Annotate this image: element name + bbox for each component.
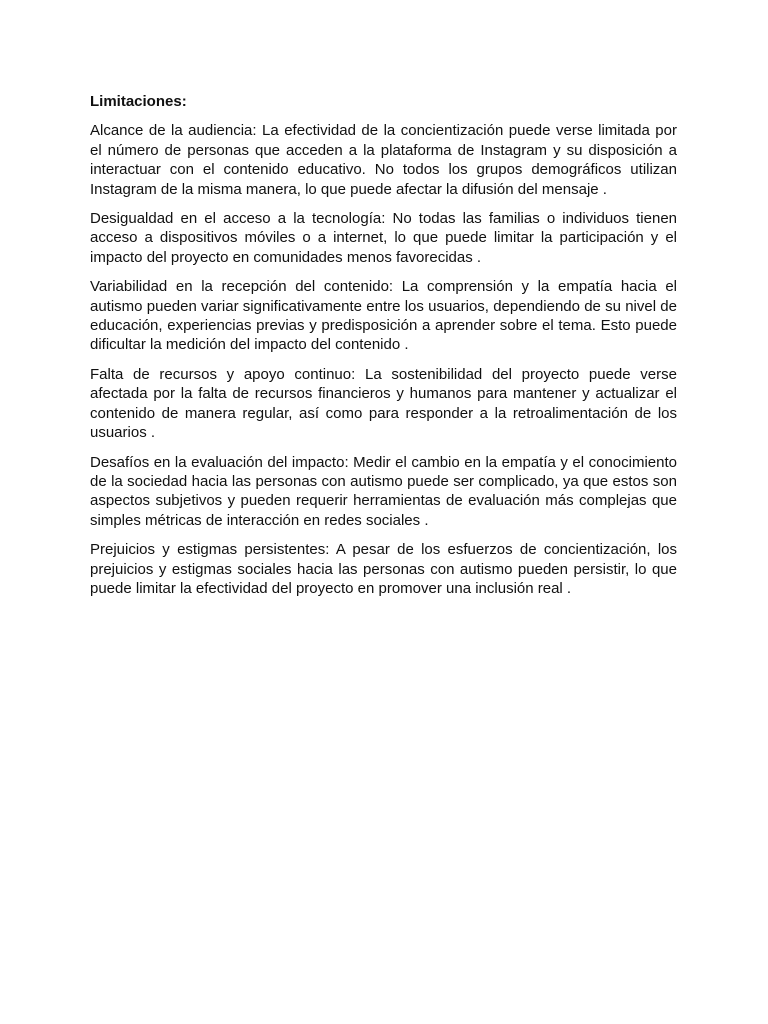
paragraph-resources-support: Falta de recursos y apoyo continuo: La sostenibilidad del proyecto puede verse afectada por la falta de recursos financieros y humanos para mantener y actualizar el contenido de manera regular, así como para responder a la retroalimentación de los usuarios . xyxy=(90,365,677,442)
paragraph-persistent-stigma: Prejuicios y estigmas persistentes: A pesar de los esfuerzos de concientización, los prejuicios y estigmas sociales hacia las personas con autismo pueden persistir, lo que puede limitar la efectividad del proyecto en promover una inclusión real . xyxy=(90,541,677,597)
document-body xyxy=(90,92,677,608)
paragraph-impact-evaluation: Desafíos en la evaluación del impacto: Medir el cambio en la empatía y el conocimiento de la sociedad hacia las personas con autismo puede ser complicado, ya que estos son aspectos subjetivos y pueden requerir herramientas de evaluación más complejas que simples métricas de interacción en redes sociales . xyxy=(90,453,677,529)
paragraph-content-reception: Variabilidad en la recepción del contenido: La comprensión y la empatía hacia el autismo pueden variar significativamente entre los usuarios, dependiendo de su nivel de educación, experiencias previas y predisposición a aprender sobre el tema. Esto puede dificultar la medición del impacto del contenido . xyxy=(90,278,677,354)
paragraph-audience-reach: Alcance de la audiencia: La efectividad de la concientización puede verse limitada por el número de personas que acceden a la plataforma de Instagram y su disposición a interactuar con el contenido educativo. No todos los grupos demográficos utilizan Instagram de la misma manera, lo que puede afectar la difusión del mensaje . xyxy=(90,122,677,198)
paragraph-technology-access: Desigualdad en el acceso a la tecnología: No todas las familias o individuos tienen acceso a dispositivos móviles o a internet, lo que puede limitar la participación y el impacto del proyecto en comunidades menos favorecidas . xyxy=(90,210,677,266)
section-heading: Limitaciones: xyxy=(90,93,187,110)
